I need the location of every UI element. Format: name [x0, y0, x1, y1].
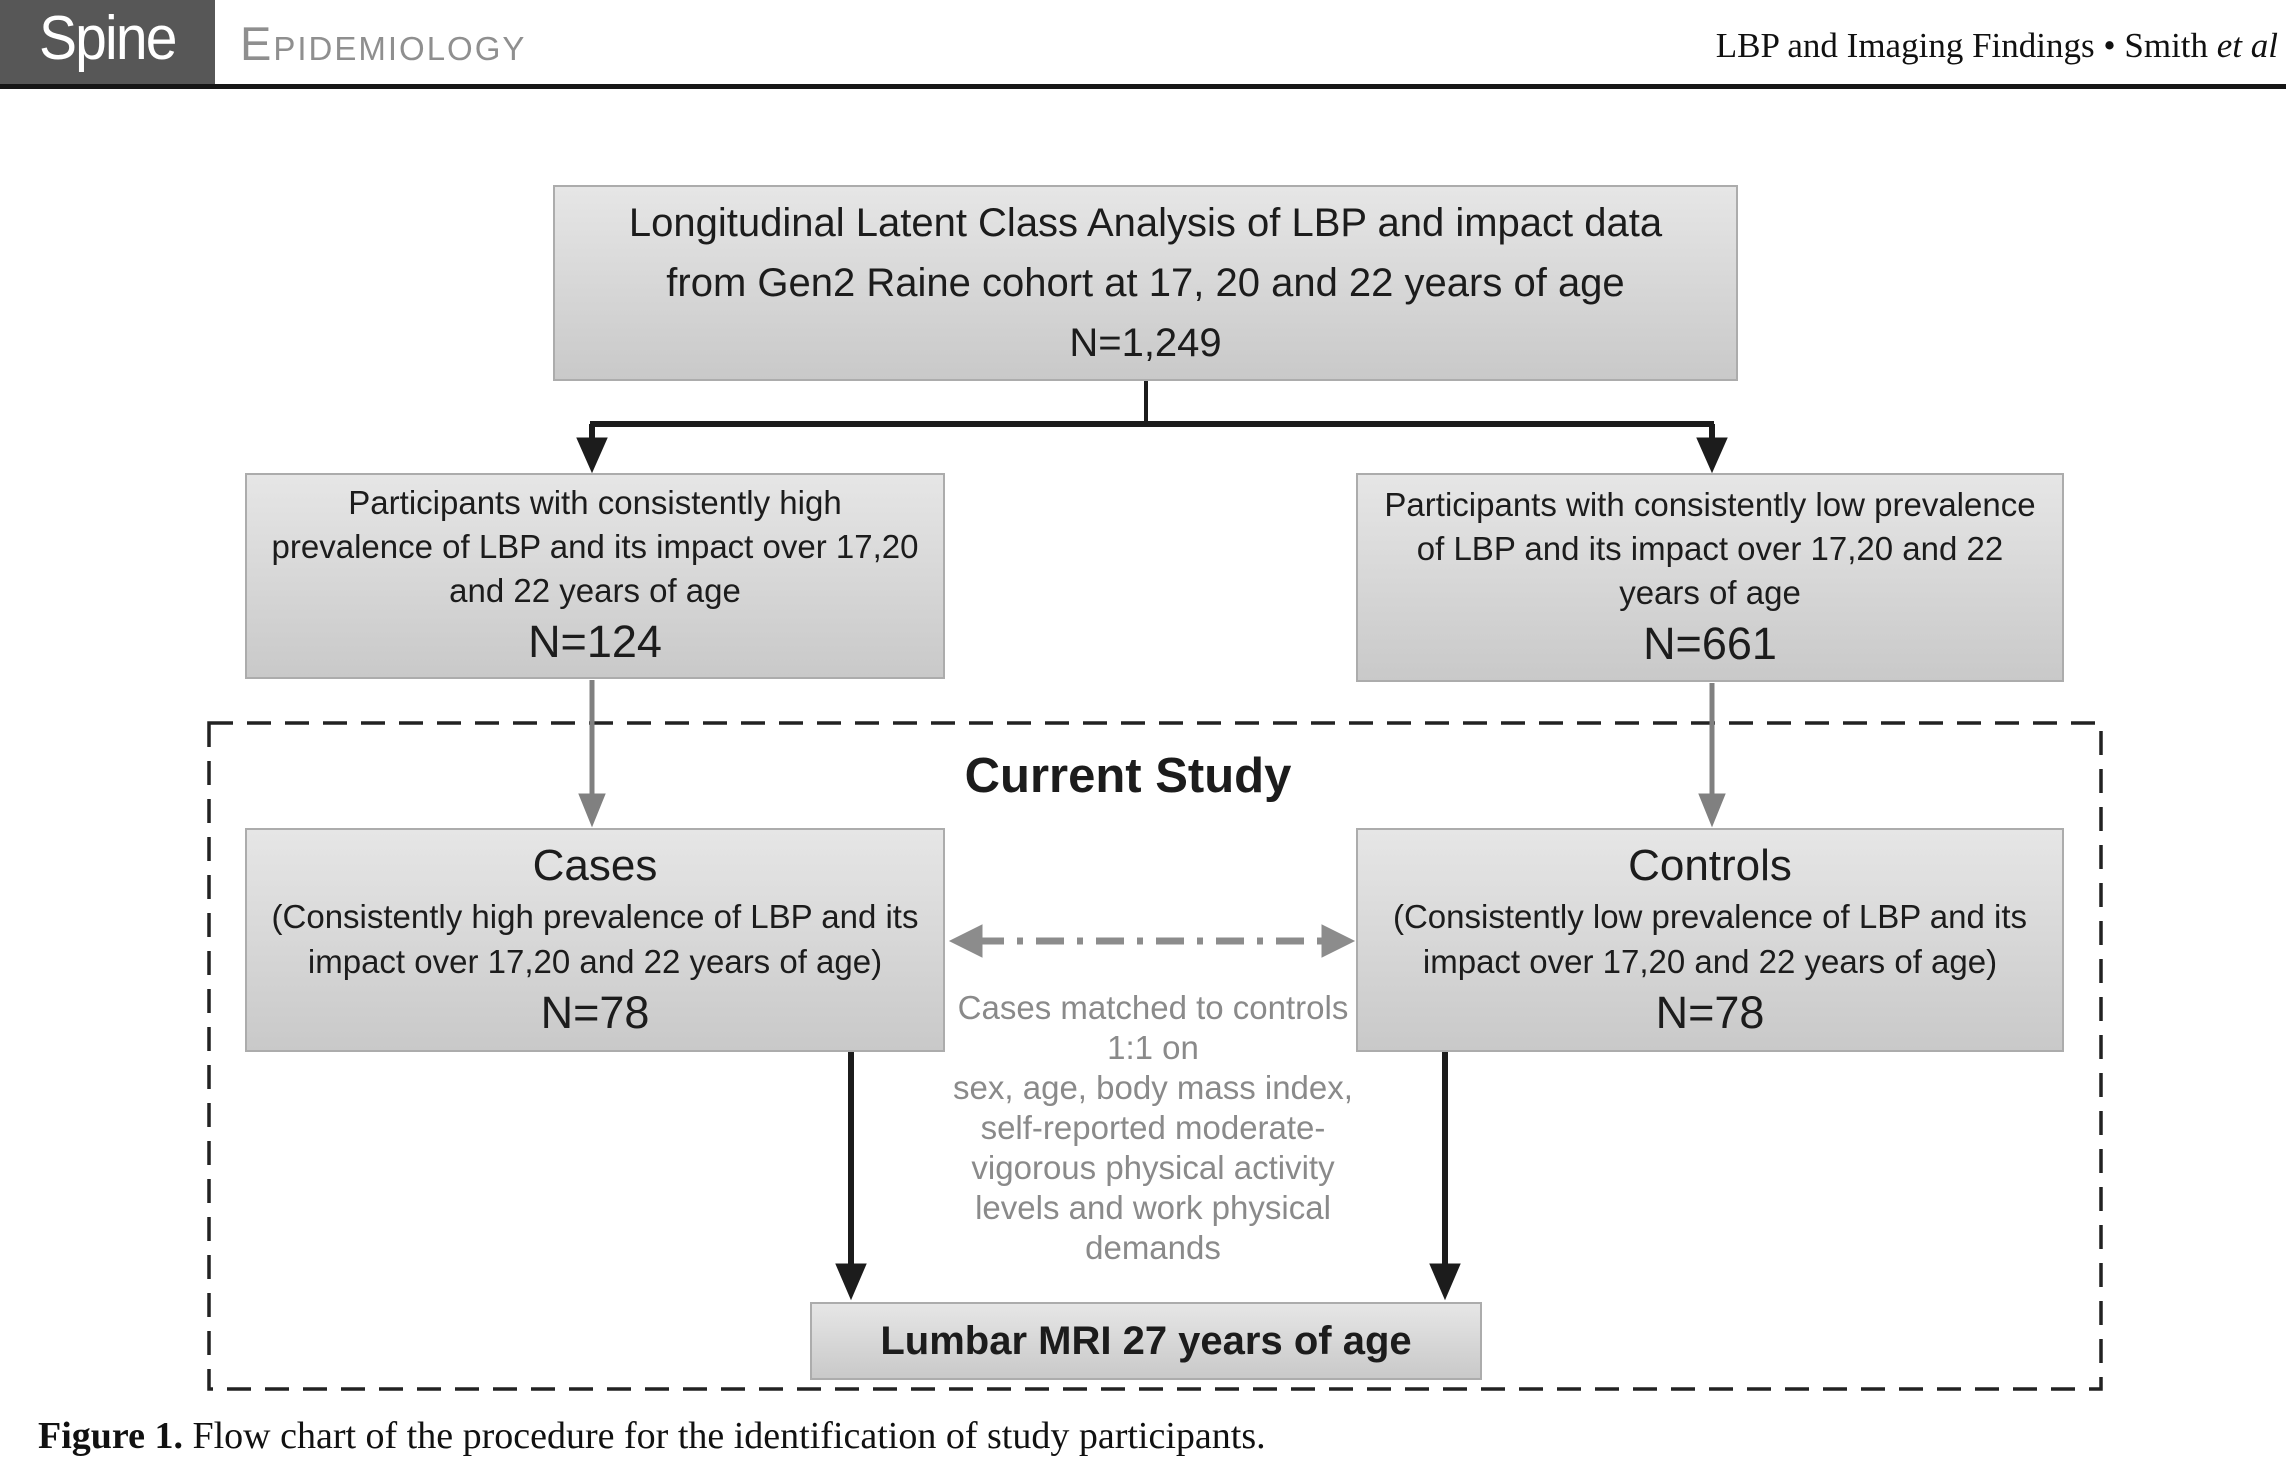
arrowhead-down-icon — [836, 1264, 866, 1299]
box-text-line: (Consistently high prevalence of LBP and its — [271, 898, 919, 935]
box-text-line: impact over 17,20 and 22 years of age) — [1422, 943, 1998, 980]
arrowhead-down-icon — [577, 438, 607, 472]
box-text-line: (Consistently low prevalence of LBP and its — [1392, 898, 2028, 935]
note-line: sex, age, body mass index, — [953, 1069, 1353, 1106]
header-rule — [0, 84, 2286, 89]
arrow-low-to-controls — [1699, 683, 1725, 826]
box-text-line: and 22 years of age — [449, 572, 741, 609]
box-title: Controls — [1628, 841, 1792, 890]
cases-box — [245, 828, 945, 1052]
figure-caption — [38, 1414, 1266, 1458]
lumbar-mri-box — [810, 1302, 1482, 1380]
box-text-line: prevalence of LBP and its impact over 17,20 — [271, 528, 919, 565]
box-text-line: Longitudinal Latent Class Analysis of LBP and impact data — [628, 201, 1663, 245]
note-line: 1:1 on — [1107, 1029, 1199, 1066]
low-prevalence-box — [1356, 473, 2064, 682]
box-title: Cases — [532, 841, 658, 890]
arrowhead-down-icon — [579, 794, 605, 826]
box-n-value: N=78 — [1655, 987, 1765, 1038]
running-head-etal: et al — [2216, 26, 2278, 65]
branch-connector — [577, 381, 1727, 472]
spine-journal-logo — [0, 0, 215, 84]
box-text-line: Participants with consistently low prevalence — [1384, 485, 2036, 523]
arrow-high-to-cases — [579, 680, 605, 826]
arrowhead-right-icon — [1322, 925, 1354, 957]
current-study-title: Current Study — [964, 749, 1292, 803]
bullet-separator: • — [2103, 26, 2116, 65]
box-text-line: of LBP and its impact over 17,20 and 22 — [1416, 529, 2004, 567]
note-line: vigorous physical activity — [971, 1149, 1335, 1186]
spine-logo-text: Spine — [39, 4, 176, 73]
box-n-value: N=1,249 — [1069, 321, 1222, 365]
controls-box — [1356, 828, 2064, 1052]
box-text-line: from Gen2 Raine cohort at 17, 20 and 22 years of age — [666, 261, 1625, 305]
running-head-title: LBP and Imaging Findings — [1715, 26, 2095, 65]
matching-criteria-note — [950, 988, 1356, 1268]
arrow-cases-to-mri — [836, 1052, 866, 1299]
figure-caption-label: Figure 1. — [38, 1415, 183, 1457]
note-line: self-reported moderate- — [980, 1109, 1326, 1146]
box-text-line: Lumbar MRI 27 years of age — [880, 1318, 1412, 1363]
cohort-analysis-box — [553, 185, 1738, 381]
box-n-value: N=124 — [528, 616, 662, 667]
running-head — [1716, 26, 2278, 66]
arrowhead-left-icon — [950, 925, 982, 957]
box-n-value: N=78 — [540, 987, 650, 1038]
arrow-controls-to-mri — [1430, 1052, 1460, 1299]
note-line: Cases matched to controls — [957, 989, 1349, 1026]
arrowhead-down-icon — [1430, 1264, 1460, 1299]
note-line: demands — [1085, 1229, 1221, 1266]
box-text-line: years of age — [1619, 573, 1801, 611]
section-label: Epidemiology — [240, 17, 527, 70]
cases-controls-matching-arrow — [950, 925, 1354, 957]
running-head-authors: Smith — [2124, 26, 2209, 65]
box-text-line: impact over 17,20 and 22 years of age) — [307, 943, 883, 980]
figure-caption-text: Flow chart of the procedure for the identification of study participants. — [182, 1415, 1266, 1457]
high-prevalence-box — [245, 473, 945, 679]
arrowhead-down-icon — [1699, 794, 1725, 826]
note-line: levels and work physical — [975, 1189, 1331, 1226]
box-n-value: N=661 — [1643, 617, 1777, 669]
arrowhead-down-icon — [1697, 438, 1727, 472]
box-text-line: Participants with consistently high — [348, 484, 842, 521]
